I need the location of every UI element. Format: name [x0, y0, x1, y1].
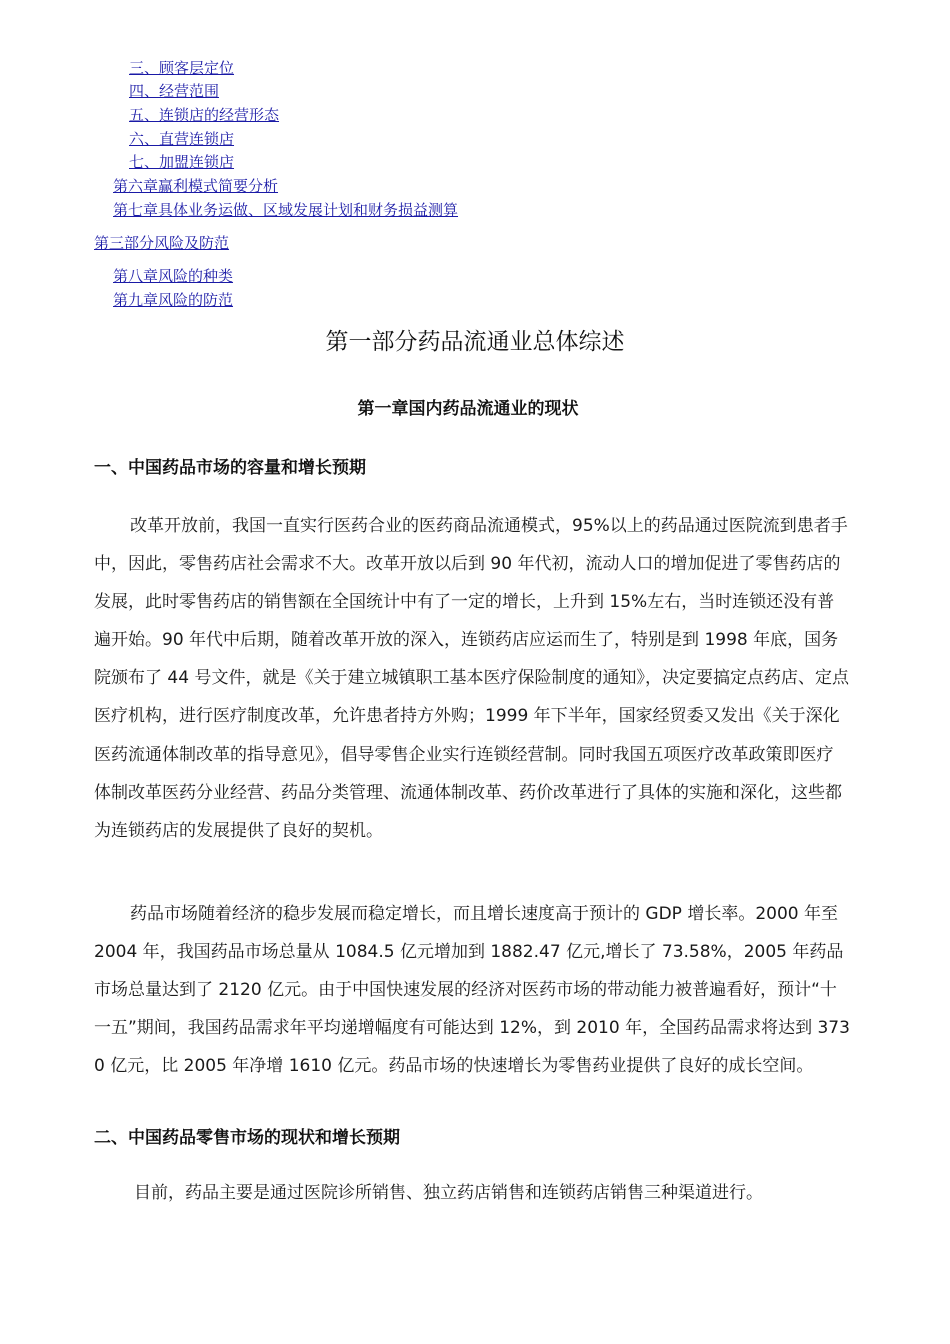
- toc-link-chapter-6[interactable]: 第六章赢利模式简要分析: [113, 177, 279, 195]
- part-title: 第一部分药品流通业总体综述: [325, 329, 625, 355]
- toc-link-business-scope[interactable]: 四、经营范围: [129, 82, 220, 100]
- body-paragraph: 改革开放前，我国一直实行医药合业的医药商品流通模式，95%以上的药品通过医院流到患者手中，因此，零售药店社会需求不大。改革开放以后到 90 年代初，流动人口的增加促进了零售药店的发展，此时零售药店的销售额在全国统计中有了一定的增长，上升到 15%左右，当时连锁还没有普遍开始。90 年代中后期，随着改革开放的深入，连锁药店应运而生了，特别是到 1998 年底，国务院颁布了 44 号文件，就是《关于建立城镇职工基本医疗保险制度的通知》，决定要搞定点药店、定点医疗机构，进行医疗制度改革，允许患者持方外购；1999 年下半年，国家经贸委又发出《关于深化医药流通体制改革的指导意见》，倡导零售企业实行连锁经营制。同时我国五项医疗改革政策即医疗体制改革医药分业经营、药品分类管理、流通体制改革、药价改革进行了具体的实施和深化，这些都为连锁药店的发展提供了良好的契机。: [94, 516, 849, 841]
- toc-link-customer-positioning[interactable]: 三、顾客层定位: [129, 59, 235, 77]
- toc-link-chapter-7[interactable]: 第七章具体业务运做、区域发展计划和财务损益测算: [113, 201, 459, 219]
- toc-link-part-3[interactable]: 第三部分风险及防范: [94, 234, 230, 252]
- toc-link-franchise-chain-stores[interactable]: 七、加盟连锁店: [129, 153, 235, 171]
- section-heading-retail-market: 二、中国药品零售市场的现状和增长预期: [94, 1128, 400, 1148]
- section-heading-market-capacity: 一、中国药品市场的容量和增长预期: [94, 458, 366, 478]
- body-paragraph: 药品市场随着经济的稳步发展而稳定增长，而且增长速度高于预计的 GDP 增长率。2000 年至 2004 年，我国药品市场总量从 1084.5 亿元增加到 1882.47 亿元,增长了 73.58%，2005 年药品市场总量达到了 2120 亿元。由于中国快速发展的经济对医药市场的带动能力被普遍看好，预计“十一五”期间，我国药品需求年平均递增幅度有可能达到 12%，到 2010 年，全国药品需求将达到 3730 亿元，比 2005 年净增 1610 亿元。药品市场的快速增长为零售药业提供了良好的成长空间。: [94, 904, 850, 1077]
- toc-link-direct-chain-stores[interactable]: 六、直营连锁店: [129, 130, 235, 148]
- toc-link-chain-operating-forms[interactable]: 五、连锁店的经营形态: [129, 106, 280, 124]
- toc-link-chapter-9[interactable]: 第九章风险的防范: [113, 291, 234, 309]
- body-paragraph: 目前，药品主要是通过医院诊所销售、独立药店销售和连锁药店销售三种渠道进行。: [134, 1183, 763, 1203]
- toc-link-chapter-8[interactable]: 第八章风险的种类: [113, 267, 234, 285]
- chapter-title: 第一章国内药品流通业的现状: [357, 399, 579, 419]
